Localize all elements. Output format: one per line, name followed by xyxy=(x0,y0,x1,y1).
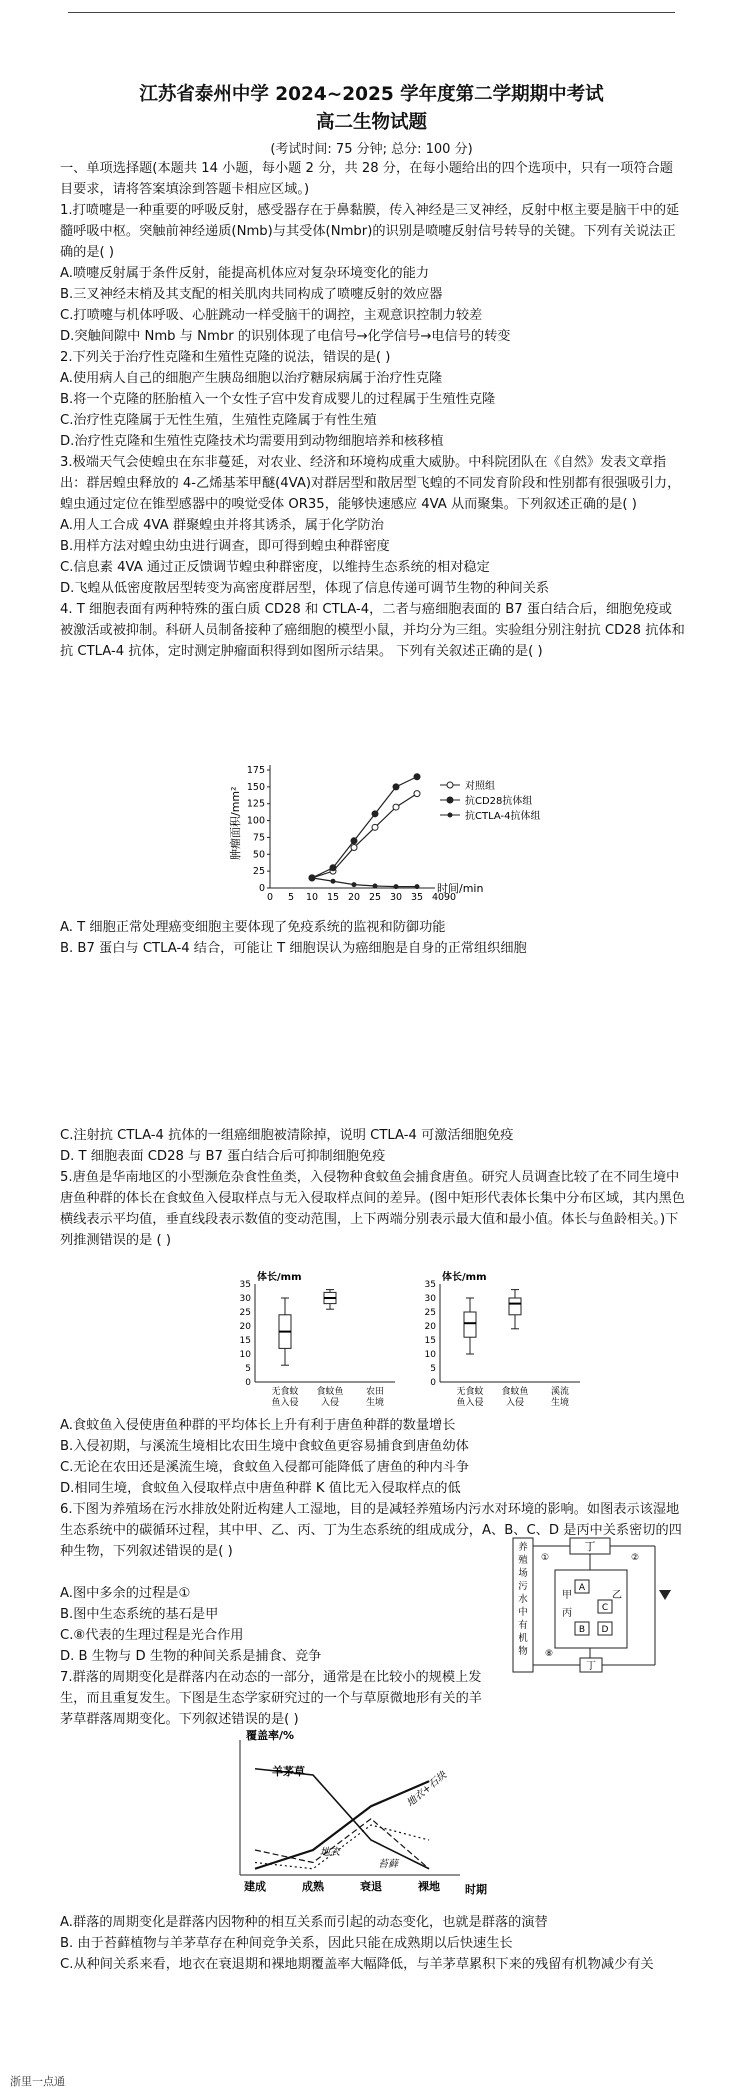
q5-category-label: 无食蚊 xyxy=(456,1387,484,1397)
q4-xtick-label: 10 xyxy=(305,892,319,903)
q4-data-point xyxy=(310,876,314,880)
q5-boxplot-chart xyxy=(225,1270,605,1410)
q5-ytick-label: 35 xyxy=(239,1280,251,1290)
q4-ytick-label: 50 xyxy=(252,849,265,861)
q5-category-label-2: 鱼入侵 xyxy=(456,1398,484,1408)
q7-series-label-3: 地衣+石块 xyxy=(404,1769,449,1810)
q5-ytick-label: 0 xyxy=(245,1378,251,1388)
q5-habitat-label: 溪流 xyxy=(550,1387,570,1397)
q4-xtick-label: 90 xyxy=(443,892,457,903)
q6-label-b: B xyxy=(578,1625,586,1635)
q6-option-c: C.⑧代表的生理过程是光合作用 xyxy=(60,1628,244,1643)
q7-ylabel: 覆盖率/% xyxy=(246,1729,295,1742)
q6-label-yi: 乙 xyxy=(612,1590,622,1601)
q5-box xyxy=(464,1312,476,1337)
q4-ytick-label: 100 xyxy=(246,815,265,827)
q5-option-a: A.食蚊鱼入侵使唐鱼种群的平均体长上升有利于唐鱼种群的数量增长 xyxy=(60,1418,456,1433)
q5-category-label-2: 入侵 xyxy=(320,1398,340,1408)
q7-stem: 7.群落的周期变化是群落内在动态的一部分，通常是在比较小的规模上发生，而且重复发生。下图是生态学家研究过的一个与草原微地形有关的羊茅草群落周期变化。下列叙述错误的是( ) xyxy=(60,1670,482,1727)
q6-top-label: 丁 xyxy=(584,1540,596,1553)
q4-data-point xyxy=(351,845,357,851)
q5-ytick-label: 20 xyxy=(239,1322,251,1332)
q6-carbon-cycle-diagram xyxy=(505,1530,685,1680)
q6-label-bing: 丙 xyxy=(562,1608,572,1619)
q5-ytick-label: 15 xyxy=(424,1336,436,1346)
q4-option-b: B. B7 蛋白与 CTLA-4 结合，可能让 T 细胞误认为癌细胞是自身的正常组织细胞 xyxy=(60,941,527,956)
q5-ylabel: 体长/mm xyxy=(442,1272,487,1283)
q7-option-b: B. 由于苔藓植物与羊茅草存在种间竞争关系，因此只能在成熟期以后快速生长 xyxy=(60,1936,513,1951)
q4-legend-marker xyxy=(448,813,452,817)
q5-category-label: 食蚊鱼 xyxy=(316,1387,344,1397)
q4-legend-marker xyxy=(447,782,453,788)
q3-stem: 3.极端天气会使蝗虫在东非蔓延，对农业、经济和环境构成重大威胁。中科院团队在《自然》发表文章指出：群居蝗虫释放的 4-乙烯基苯甲醚(4VA)对群居型和散居型飞蝗的不同发育阶段和性别都有很强吸引力，蝗虫通过定位在锥型感器中的嗅觉受体 OR35，能够快速感应 4VA 从而聚集。下列叙述正确的是( ) xyxy=(60,455,681,512)
q4-data-point xyxy=(331,879,335,883)
q7-period-label: 成熟 xyxy=(302,1880,324,1893)
q4-series-line xyxy=(312,777,417,878)
q6-sewage-char: 中 xyxy=(518,1607,528,1618)
q6-label-jia: 甲 xyxy=(562,1590,572,1601)
q6-bottom-label: 丁 xyxy=(586,1661,596,1672)
q4-data-point xyxy=(372,824,378,830)
exam-info: (考试时间: 75 分钟; 总分: 100 分) xyxy=(270,142,473,157)
q4-xtick-label: 20 xyxy=(347,892,361,903)
q7-period-label: 衰退 xyxy=(360,1880,382,1893)
q7-series-label-2: 苔藓 xyxy=(378,1859,398,1870)
q4-data-point xyxy=(415,885,419,889)
q4-data-point xyxy=(372,811,378,817)
q4-data-point xyxy=(414,791,420,797)
q5-box xyxy=(509,1298,521,1315)
questions-block-1 xyxy=(60,158,685,662)
q5-stem: 5.唐鱼是华南地区的小型濒危杂食性鱼类，入侵物种食蚊鱼会捕食唐鱼。研究人员调查比较了在不同生境中唐鱼种群的体长在食蚊鱼入侵取样点与无入侵取样点间的差异。(图中矩形代表体长集中分布区域，其内黑色横线表示平均值，垂直线段表示数值的变动范围，上下两端分别表示最大值和最小值。体长与鱼龄相关。)下列推测错误的是 ( ) xyxy=(60,1170,685,1248)
q6-option-a: A.图中多余的过程是① xyxy=(60,1586,191,1601)
q4-stem: 4. T 细胞表面有两种特殊的蛋白质 CD28 和 CTLA-4，二者与癌细胞表面的 B7 蛋白结合后，细胞免疫或被激活或被抑制。科研人员制备接种了癌细胞的模型小鼠，并均分为三组。实验组分别注射抗 CD28 抗体和抗 CTLA-4 抗体，定时测定肿瘤面积得到如图所示结果。 下列有关叙述正确的是( ) xyxy=(60,602,685,659)
q2-option-b: B.将一个克隆的胚胎植入一个女性子宫中发育成婴儿的过程属于生殖性克隆 xyxy=(60,392,496,407)
q5-option-c: C.无论在农田还是溪流生境，食蚊鱼入侵都可能降低了唐鱼的种内斗争 xyxy=(60,1460,470,1475)
q4-ylabel: 肿瘤面积/mm² xyxy=(229,786,242,860)
q1-option-d: D.突触间隙中 Nmb 与 Nmbr 的识别体现了电信号→化学信号→电信号的转变 xyxy=(60,329,511,344)
q7-coverage-chart xyxy=(210,1725,510,1900)
q2-stem: 2.下列关于治疗性克隆和生殖性克隆的说法，错误的是( ) xyxy=(60,350,391,365)
q5-ylabel: 体长/mm xyxy=(257,1272,302,1283)
q5-option-b: B.入侵初期，与溪流生境相比农田生境中食蚊鱼更容易捕食到唐鱼幼体 xyxy=(60,1439,469,1454)
q4-ytick-label: 75 xyxy=(252,832,265,844)
q4-option-c: C.注射抗 CTLA-4 抗体的一组癌细胞被清除掉，说明 CTLA-4 可激活细胞免疫 xyxy=(60,1128,514,1143)
q7-xlabel: 时期 xyxy=(465,1883,487,1896)
q2-option-a: A.使用病人自己的细胞产生胰岛细胞以治疗糖尿病属于治疗性克隆 xyxy=(60,371,443,386)
q5-option-d: D.相同生境，食蚊鱼入侵取样点中唐鱼种群 K 值比无入侵取样点的低 xyxy=(60,1481,461,1496)
q6-option-b: B.图中生态系统的基石是甲 xyxy=(60,1607,219,1622)
q5-ytick-label: 25 xyxy=(424,1308,436,1318)
q7-series-label-0: 羊茅草 xyxy=(272,1765,305,1778)
q3-option-a: A.用人工合成 4VA 群聚蝗虫并将其诱杀，属于化学防治 xyxy=(60,518,384,533)
q5-category-label: 无食蚊 xyxy=(271,1387,299,1397)
questions-block-6 xyxy=(60,1912,685,1975)
q4-xtick-label: 0 xyxy=(266,892,274,903)
q4-option-d: D. T 细胞表面 CD28 与 B7 蛋白结合后可抑制细胞免疫 xyxy=(60,1149,386,1164)
q4-legend-label: 抗CTLA-4抗体组 xyxy=(465,811,541,822)
q1-option-a: A.喷嚏反射属于条件反射，能提高机体应对复杂环境变化的能力 xyxy=(60,266,430,281)
q4-ytick-label: 175 xyxy=(246,765,265,776)
q5-category-label: 食蚊鱼 xyxy=(501,1387,529,1397)
q6-sewage-char: 有 xyxy=(518,1620,528,1631)
q4-xtick-label: 35 xyxy=(410,892,424,903)
footer-watermark: 浙里一点通 xyxy=(10,2075,65,2088)
q4-xlabel: 时间/min xyxy=(437,882,484,895)
q4-data-point xyxy=(414,774,420,780)
q4-xtick-label: 5 xyxy=(287,892,295,903)
q6-sewage-char: 物 xyxy=(518,1646,528,1657)
q5-ytick-label: 10 xyxy=(239,1350,251,1360)
q5-ytick-label: 35 xyxy=(424,1280,436,1290)
q7-option-c: C.从种间关系来看，地衣在衰退期和裸地期覆盖率大幅降低，与羊茅草累积下来的残留有机物减少有关 xyxy=(60,1957,654,1972)
q4-xtick-label: 40 xyxy=(431,892,445,903)
q3-option-b: B.用样方法对蝗虫幼虫进行调查，即可得到蝗虫种群密度 xyxy=(60,539,390,554)
q4-data-point xyxy=(351,838,357,844)
q6-sewage-char: 机 xyxy=(518,1633,528,1644)
q5-category-label-2: 鱼入侵 xyxy=(271,1398,299,1408)
q4-data-point xyxy=(373,884,377,888)
q7-period-label: 裸地 xyxy=(418,1880,440,1893)
section-heading: 一、单项选择题(本题共 14 小题，每小题 2 分，共 28 分，在每小题给出的四个选项中，只有一项符合题目要求，请将答案填涂到答题卡相应区域。) xyxy=(60,161,673,197)
q6-sewage-label xyxy=(518,1541,528,1657)
q6-sewage-char: 养 xyxy=(518,1542,528,1553)
q4-legend-label: 抗CD28抗体组 xyxy=(465,796,533,807)
q5-ytick-label: 10 xyxy=(424,1350,436,1360)
q6-option-d: D. B 生物与 D 生物的种间关系是捕食、竞争 xyxy=(60,1649,322,1664)
q6-num-1: ① xyxy=(541,1553,550,1563)
q1-option-c: C.打喷嚏与机体呼吸、心脏跳动一样受脑干的调控，主观意识控制力较差 xyxy=(60,308,483,323)
q6-arrowhead xyxy=(659,1590,671,1600)
q4-ytick-label: 25 xyxy=(252,866,265,878)
q4-ytick-label: 125 xyxy=(246,798,265,810)
q4-legend-label: 对照组 xyxy=(465,781,495,792)
q7-series-line xyxy=(255,1769,429,1869)
q7-series-label-1: 地衣 xyxy=(320,1847,340,1858)
q5-ytick-label: 15 xyxy=(239,1336,251,1346)
q5-ytick-label: 0 xyxy=(430,1378,436,1388)
questions-block-3 xyxy=(60,1125,685,1251)
q7-option-a: A.群落的周期变化是群落内因物种的相互关系而引起的动态变化，也就是群落的演替 xyxy=(60,1915,548,1930)
exam-title: 江苏省泰州中学 2024~2025 学年度第二学期期中考试 xyxy=(139,84,604,105)
q5-habitat-label-2: 生境 xyxy=(365,1398,385,1408)
q6-sewage-char: 场 xyxy=(518,1568,528,1579)
q5-ytick-label: 5 xyxy=(245,1364,251,1374)
q5-habitat-label-2: 生境 xyxy=(550,1398,570,1408)
q4-data-point xyxy=(352,883,356,887)
q6-label-d: D xyxy=(601,1625,609,1635)
q1-option-b: B.三叉神经末梢及其支配的相关肌肉共同构成了喷嚏反射的效应器 xyxy=(60,287,443,302)
q2-option-d: D.治疗性克隆和生殖性克隆技术均需要用到动物细胞培养和核移植 xyxy=(60,434,444,449)
q5-habitat-label: 农田 xyxy=(365,1387,385,1397)
q2-option-c: C.治疗性克隆属于无性生殖，生殖性克隆属于有性生殖 xyxy=(60,413,377,428)
q4-xtick-label: 25 xyxy=(368,892,382,903)
q4-xtick-label: 30 xyxy=(389,892,403,903)
q5-ytick-label: 5 xyxy=(430,1364,436,1374)
q5-ytick-label: 20 xyxy=(424,1322,436,1332)
q6-label-c: C xyxy=(601,1603,609,1613)
q6-sewage-char: 污 xyxy=(518,1581,528,1592)
q6-sewage-char: 殖 xyxy=(518,1555,528,1566)
q4-option-a: A. T 细胞正常处理癌变细胞主要体现了免疫系统的监视和防御功能 xyxy=(60,920,446,935)
q3-option-c: C.信息素 4VA 通过正反馈调节蝗虫种群密度，以维持生态系统的相对稳定 xyxy=(60,560,490,575)
q4-series-line xyxy=(312,794,417,878)
q4-legend-marker xyxy=(447,797,453,803)
q5-ytick-label: 25 xyxy=(239,1308,251,1318)
top-rule xyxy=(68,12,675,13)
exam-subtitle: 高二生物试题 xyxy=(315,112,427,133)
q4-series-line xyxy=(312,878,417,887)
q4-ytick-label: 150 xyxy=(246,781,265,793)
q4-xtick-label: 15 xyxy=(326,892,340,903)
q4-data-point xyxy=(393,784,399,790)
q5-ytick-label: 30 xyxy=(239,1294,251,1304)
q3-option-d: D.飞蝗从低密度散居型转变为高密度群居型，体现了信息传递可调节生物的种间关系 xyxy=(60,581,550,596)
questions-block-2 xyxy=(60,917,685,959)
q5-category-label-2: 入侵 xyxy=(505,1398,525,1408)
q4-data-point xyxy=(394,885,398,889)
q4-data-point xyxy=(393,804,399,810)
q6-num-8: ⑧ xyxy=(545,1649,554,1659)
questions-block-5 xyxy=(60,1583,490,1730)
q6-label-a: A xyxy=(578,1583,586,1593)
q4-tumor-chart xyxy=(225,760,565,910)
q6-num-2: ② xyxy=(631,1553,640,1563)
q4-data-point xyxy=(330,865,336,871)
q7-period-label: 建成 xyxy=(244,1880,266,1893)
q4-ytick-label: 0 xyxy=(258,883,265,894)
q5-ytick-label: 30 xyxy=(424,1294,436,1304)
q1-stem: 1.打喷嚏是一种重要的呼吸反射，感受器存在于鼻黏膜，传入神经是三叉神经，反射中枢主要是脑干中的延髓呼吸中枢。突触前神经递质(Nmb)与其受体(Nmbr)的识别是喷嚏反射信号转导的关键。下列有关说法正确的是( ) xyxy=(60,203,680,260)
q6-stem: 6.下图为养殖场在污水排放处附近构建人工湿地，目的是减轻养殖场内污水对环境的影响。如图表示该湿地生态系统中的碳循环过程，其中甲、乙、丙、丁为生态系统的组成成分，A、B、C、D 是丙中关系密切的四种生物，下列叙述错误的是( ) xyxy=(60,1502,682,1559)
q6-sewage-char: 水 xyxy=(518,1594,528,1605)
